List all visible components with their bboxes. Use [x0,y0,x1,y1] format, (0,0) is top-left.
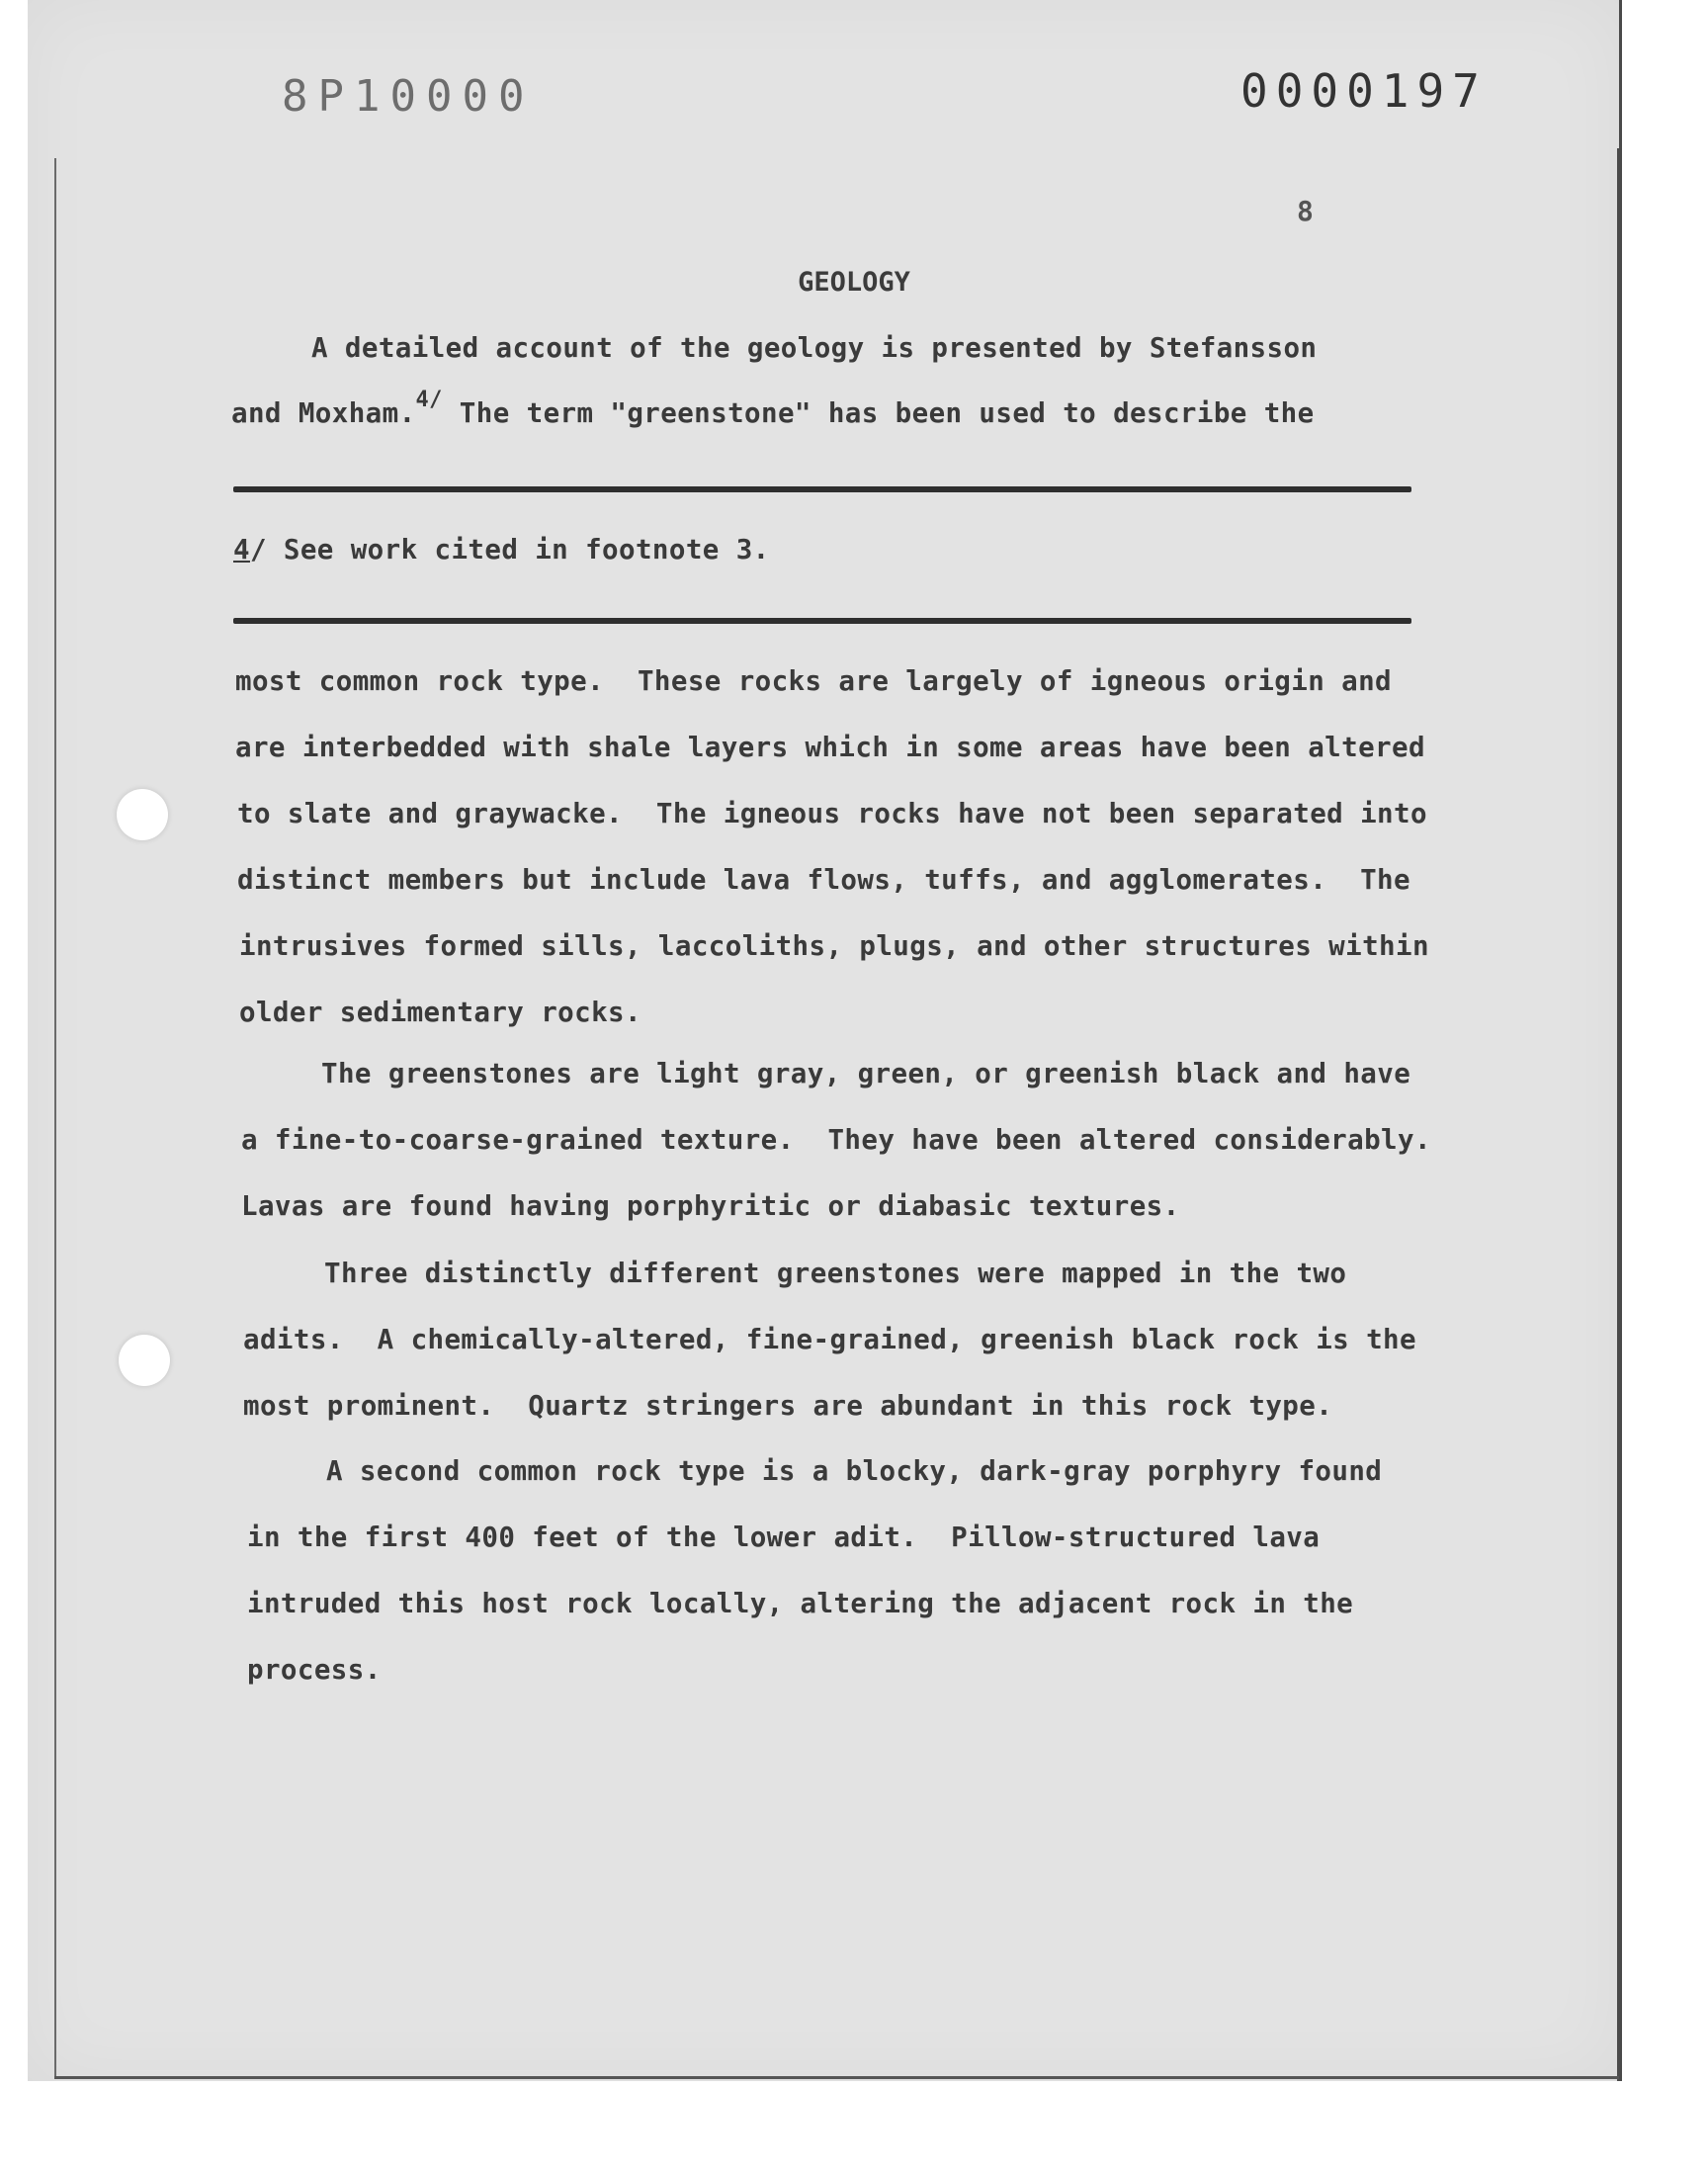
footnote-text: / See work cited in footnote 3. [249,534,770,566]
document-stamp-left: 8P10000 [282,71,535,122]
para1-cont-line: older sedimentary rocks. [239,997,641,1028]
para4-line: in the first 400 feet of the lower adit. Pillow-structured lava [247,1522,1321,1553]
para4-line: intruded this host rock locally, altering the adjacent rock in the [247,1588,1354,1619]
page-number: 8 [1297,195,1314,227]
para1-cont-line: most common rock type. These rocks are largely of igneous origin and [235,665,1392,697]
scanned-page [28,0,1622,2081]
footnote-rule-top [233,486,1411,492]
document-stamp-right: 0000197 [1240,64,1488,118]
para3-line: Three distinctly different greenstones were mapped in the two [324,1258,1347,1289]
footnote-reference: 4/ [415,388,443,412]
para4-line: A second common rock type is a blocky, dark-gray porphyry found [326,1455,1383,1487]
footnote-rule-bottom [233,618,1411,624]
para1-cont-line: intrusives formed sills, laccoliths, plugs, and other structures within [239,930,1429,962]
section-heading: GEOLOGY [798,267,910,298]
para1-line2 [231,388,1315,429]
para2-line: a fine-to-coarse-grained texture. They have been altered considerably. [241,1124,1431,1156]
para1-cont-line: distinct members but include lava flows, tuffs, and agglomerates. The [237,864,1410,896]
para1-line1: A detailed account of the geology is presented by Stefansson [311,332,1318,364]
para1-cont-line: to slate and graywacke. The igneous rocks have not been separated into [237,798,1427,829]
footnote-mark: 4 [233,534,250,566]
page-edge-left [54,158,56,2076]
punch-hole-bottom [119,1335,170,1386]
para1-line2-post: The term "greenstone" has been used to describe the [442,397,1315,429]
page-edge-bottom [54,2076,1619,2079]
para2-line: Lavas are found having porphyritic or diabasic textures. [241,1190,1180,1222]
punch-hole-top [117,789,168,840]
para3-line: adits. A chemically-altered, fine-grained, greenish black rock is the [243,1324,1416,1355]
para3-line: most prominent. Quartz stringers are abundant in this rock type. [243,1390,1333,1422]
para1-line2-pre: and Moxham. [231,397,416,429]
para2-line: The greenstones are light gray, green, or greenish black and have [321,1058,1411,1089]
page-edge-right [1617,148,1620,2081]
para4-line: process. [247,1654,382,1686]
footnote [233,534,770,566]
para1-cont-line: are interbedded with shale layers which in some areas have been altered [235,732,1425,763]
